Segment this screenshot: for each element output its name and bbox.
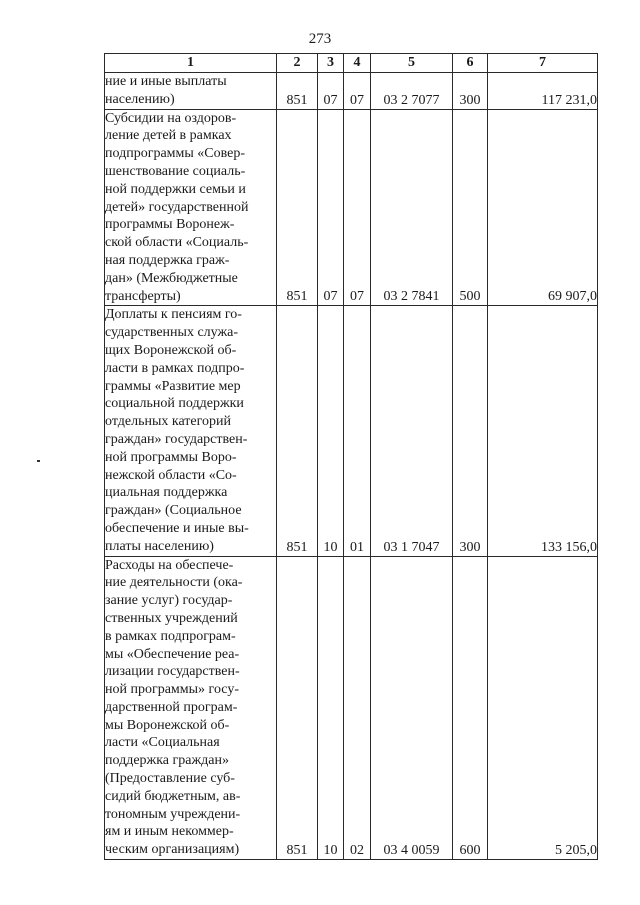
row-amount-cell: 5 205,0 [488, 556, 598, 860]
row-col5-cell: 03 2 7841 [371, 109, 453, 306]
header-col-7: 7 [488, 54, 598, 73]
row-name-line: поддержка граждан» [105, 753, 229, 769]
row-name-line: сударственных служа- [105, 325, 239, 341]
row-name-line: Субсидии на оздоров- [105, 110, 237, 126]
row-col6-cell: 300 [453, 73, 488, 110]
row-amount-cell: 69 907,0 [488, 109, 598, 306]
row-name-line: щих Воронежской об- [105, 342, 237, 358]
row-name-line: граждан» (Социальное [105, 503, 242, 519]
row-name-line: ственных учреждений [105, 610, 238, 626]
row-name-line: зание услуг) государ- [105, 593, 233, 609]
row-col6-cell: 600 [453, 556, 488, 860]
header-col-1: 1 [105, 54, 277, 73]
table-body [105, 73, 598, 860]
row-name-cell [105, 556, 277, 860]
row-name-line: ческим организациям) [105, 842, 240, 858]
row-name-line: мы Воронежской об- [105, 717, 230, 733]
row-name-line: ние деятельности (ока- [105, 575, 243, 591]
row-col3-cell: 07 [318, 109, 344, 306]
row-col4-cell: 02 [344, 556, 371, 860]
row-name-line: ной программы» госу- [105, 682, 239, 698]
row-name-line: ласти в рамках подпро- [105, 360, 245, 376]
header-col-2: 2 [277, 54, 318, 73]
table-row [105, 556, 598, 860]
header-col-4: 4 [344, 54, 371, 73]
row-name-line: граждан» государствен- [105, 431, 248, 447]
row-name-line: ние и иные выплаты [105, 74, 227, 89]
row-name-line: Доплаты к пенсиям го- [105, 307, 242, 323]
row-name-cell [105, 73, 277, 110]
row-name-line: детей» государственной [105, 199, 249, 215]
row-name-line: отдельных категорий [105, 414, 232, 430]
row-amount-cell: 133 156,0 [488, 306, 598, 556]
row-name-line: в рамках подпрограм- [105, 628, 236, 644]
row-col4-cell: 07 [344, 73, 371, 110]
row-name-line: обеспечение и иные вы- [105, 520, 249, 536]
row-name-line: циальная поддержка [105, 485, 228, 501]
row-col4-cell: 01 [344, 306, 371, 556]
header-row [105, 54, 598, 73]
row-name-line: дан» (Межбюджетные [105, 270, 238, 286]
row-name-line: лизации государствен- [105, 664, 240, 680]
row-name-line: ям и иным некоммер- [105, 824, 234, 840]
row-name-line: нежской области «Со- [105, 467, 237, 483]
row-name-line: (Предоставление суб- [105, 771, 235, 787]
row-col2-cell: 851 [277, 556, 318, 860]
row-name-line: мы «Обеспечение реа- [105, 646, 240, 662]
header-col-3: 3 [318, 54, 344, 73]
row-name-line: шенствование социаль- [105, 163, 246, 179]
row-col3-cell: 07 [318, 73, 344, 110]
row-name-line: населению) [105, 91, 175, 107]
row-name-line: Расходы на обеспече- [105, 557, 234, 573]
row-col3-cell: 10 [318, 306, 344, 556]
row-name-cell [105, 306, 277, 556]
row-name-line: ной программы Воро- [105, 449, 237, 465]
row-col2-cell: 851 [277, 306, 318, 556]
row-name-line: ление детей в рамках [105, 128, 232, 144]
row-col3-cell: 10 [318, 556, 344, 860]
row-name-line: ской области «Социаль- [105, 235, 249, 251]
scan-speck [37, 460, 40, 462]
row-name-line: граммы «Развитие мер [105, 378, 241, 394]
table-row [105, 73, 598, 110]
budget-table [104, 53, 598, 860]
row-name-line: социальной поддержки [105, 396, 244, 412]
row-col2-cell: 851 [277, 73, 318, 110]
row-name-line: сидий бюджетным, ав- [105, 788, 241, 804]
row-name-line: подпрограммы «Совер- [105, 146, 246, 162]
row-name-line: ная поддержка граж- [105, 252, 230, 268]
row-name-cell [105, 109, 277, 306]
row-name-line: ной поддержки семьи и [105, 181, 246, 197]
row-col5-cell: 03 1 7047 [371, 306, 453, 556]
row-col5-cell: 03 4 0059 [371, 556, 453, 860]
row-col6-cell: 500 [453, 109, 488, 306]
row-name-line: программы Воронеж- [105, 217, 235, 233]
row-name-line: платы населению) [105, 538, 214, 554]
table-row [105, 306, 598, 556]
row-col2-cell: 851 [277, 109, 318, 306]
row-col5-cell: 03 2 7077 [371, 73, 453, 110]
row-name-line: ласти «Социальная [105, 735, 220, 751]
table-row [105, 109, 598, 306]
row-col6-cell: 300 [453, 306, 488, 556]
row-name-line: дарственной програм- [105, 699, 238, 715]
header-col-5: 5 [371, 54, 453, 73]
row-name-line: тономным учреждени- [105, 806, 241, 822]
page-number: 273 [308, 31, 332, 47]
header-col-6: 6 [453, 54, 488, 73]
table-header [105, 54, 598, 73]
row-name-line: трансферты) [105, 288, 181, 304]
row-col4-cell: 07 [344, 109, 371, 306]
row-amount-cell: 117 231,0 [488, 73, 598, 110]
